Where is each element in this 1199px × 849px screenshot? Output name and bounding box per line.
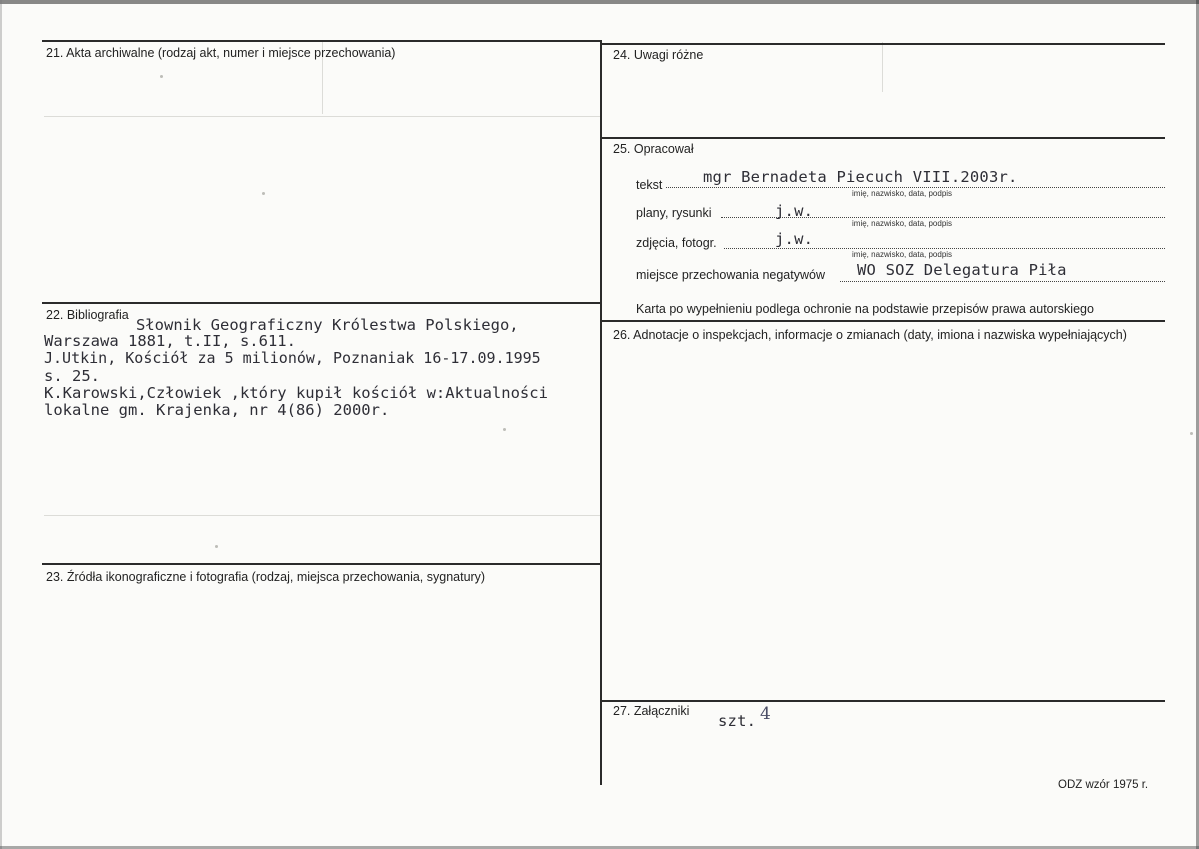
copyright-note: Karta po wypełnieniu podlega ochronie na podstawie przepisów prawa autorskiego [636, 302, 1094, 316]
paper-speck [503, 428, 506, 431]
showthrough-line [44, 116, 600, 117]
zdjecia-label: zdjęcia, fotogr. [636, 236, 717, 250]
section-21-label: 21. Akta archiwalne (rodzaj akt, numer i miejsce przechowania) [46, 46, 396, 60]
section-24-label: 24. Uwagi różne [613, 48, 704, 62]
paper-speck [1190, 432, 1193, 435]
bibliography-line-1: Słownik Geograficzny Królestwa Polskiego, [136, 316, 519, 334]
paper-speck [160, 75, 163, 78]
showthrough-line [44, 515, 600, 516]
plany-label: plany, rysunki [636, 206, 712, 220]
card-top-edge [0, 0, 1199, 4]
zdjecia-value: j.w. [775, 230, 814, 248]
negatywy-label: miejsce przechowania negatywów [636, 268, 825, 282]
zalaczniki-handwritten-number: 4 [760, 704, 772, 724]
rule-section-27 [602, 700, 1165, 702]
tekst-label: tekst [636, 178, 663, 192]
rule-section-22 [42, 302, 602, 304]
card-left-edge [0, 0, 2, 849]
rule-section-23 [42, 563, 602, 565]
bibliography-line-5: K.Karowski,Człowiek ,który kupił kościół w:Aktualności [44, 384, 548, 402]
zalaczniki-printed: szt. [718, 712, 757, 730]
paper-speck [215, 545, 218, 548]
form-id: ODZ wzór 1975 r. [1058, 779, 1149, 791]
bibliography-line-4: s. 25. [44, 367, 100, 385]
showthrough-line [882, 42, 883, 92]
section-23-label: 23. Źródła ikonograficzne i fotografia (rodzaj, miejsca przechowania, sygnatury) [46, 570, 486, 584]
section-27-label: 27. Załączniki [613, 704, 690, 718]
section-22-label: 22. Bibliografia [46, 308, 129, 322]
paper-speck [262, 192, 265, 195]
section-26-label: 26. Adnotacje o inspekcjach, informacje o zmianach (daty, imiona i nazwiska wypełniających) [613, 328, 1127, 342]
center-divider [600, 40, 602, 785]
negatywy-dotted-line [840, 280, 1165, 282]
tekst-dotted-line [666, 186, 1165, 188]
zdjecia-hint: imię, nazwisko, data, podpis [852, 250, 953, 259]
bibliography-line-3: J.Utkin, Kościół za 5 milionów, Poznaniak 16-17.09.1995 [44, 349, 541, 367]
rule-section-25 [602, 137, 1165, 139]
bibliography-line-2: Warszawa 1881, t.II, s.611. [44, 332, 296, 350]
rule-section-26 [602, 320, 1165, 322]
section-25-label: 25. Opracował [613, 142, 694, 156]
tekst-value: mgr Bernadeta Piecuch VIII.2003r. [703, 168, 1018, 186]
negatywy-value: WO SOZ Delegatura Piła [857, 261, 1067, 279]
bibliography-line-6: lokalne gm. Krajenka, nr 4(86) 2000r. [44, 401, 390, 419]
plany-hint: imię, nazwisko, data, podpis [852, 219, 953, 228]
tekst-hint: imię, nazwisko, data, podpis [852, 189, 953, 198]
rule-top-left [42, 40, 602, 42]
rule-top-right [602, 43, 1165, 45]
plany-value: j.w. [775, 202, 814, 220]
